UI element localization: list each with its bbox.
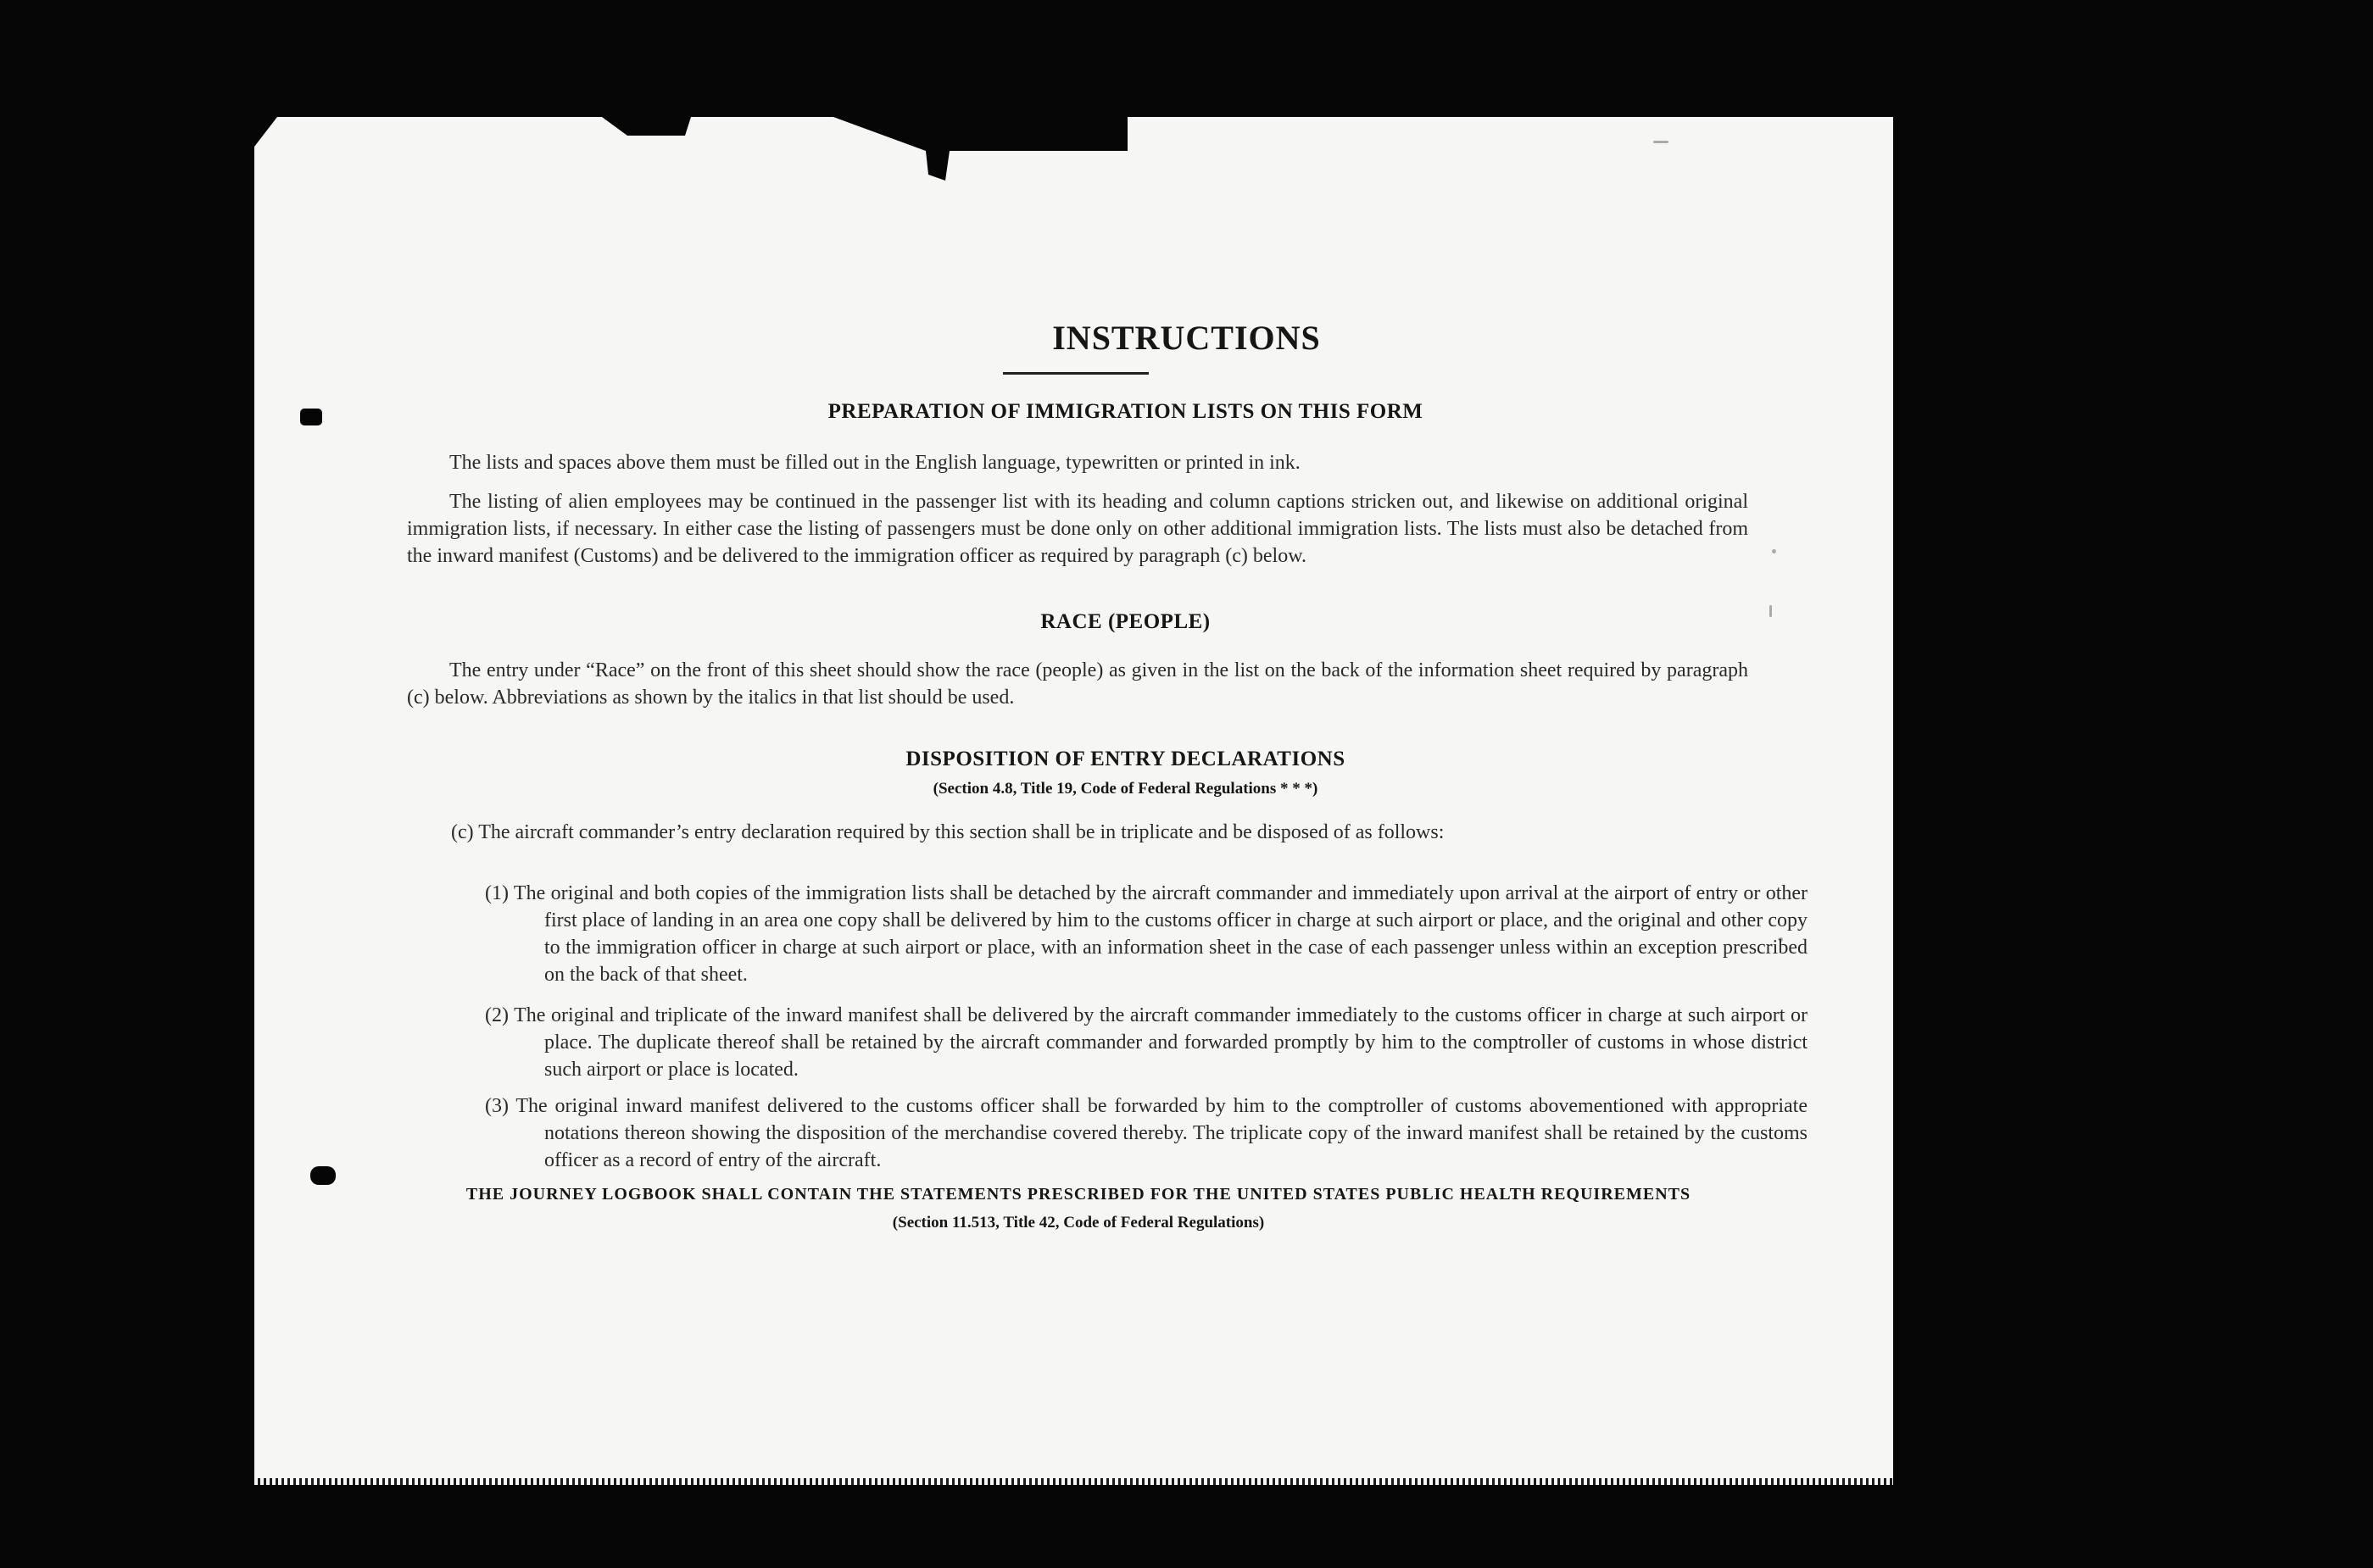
section-heading-race: RACE (PEOPLE) [1040,610,1211,633]
dust-speck [1769,605,1772,617]
paragraph-prep-1: The lists and spaces above them must be filled out in the English language, typewritten or printed in ink. [449,452,1301,474]
dust-speck [1653,141,1668,143]
paragraph-prep-2: The listing of alien employees may be continued in the passenger list with its heading and column captions stricken out, and likewise on additional original immigration lists, if necessary. In either case the listing of passengers must be done only on other additional immigration lists. The lists must also be detached from the inward manifest (Customs) and be delivered to the immigration officer as required by paragraph (c) below. [407,491,1748,567]
punch-hole-bottom [310,1166,336,1185]
punch-hole-top [300,409,322,425]
dust-speck [1772,549,1776,553]
paragraph-disposition-intro: (c) The aircraft commander’s entry declaration required by this section shall be in triplicate and be disposed of as follows: [451,821,1445,843]
section-heading-disposition: DISPOSITION OF ENTRY DECLARATIONS [905,748,1345,770]
footer-citation: (Section 11.513, Title 42, Code of Federal Regulations) [892,1214,1265,1232]
paragraph-race: The entry under “Race” on the front of this sheet should show the race (people) as given in the list on the back of the information sheet required by paragraph (c) below. Abbreviations as shown by the italics in that list should be used. [407,659,1748,709]
list-item: (2) The original and triplicate of the inward manifest shall be delivered by the aircraft commander immediately to the customs officer in charge at such airport or place. The duplicate thereof shall be retained by the aircraft commander and forwarded promptly by him to the comptroller of customs in whose district such airport or place is located. [485,1004,1808,1081]
disposition-citation: (Section 4.8, Title 19, Code of Federal Regulations * * *) [933,780,1318,798]
page-title: INSTRUCTIONS [1052,319,1321,357]
perforated-edge [254,1478,1893,1485]
list-item: (3) The original inward manifest delivered to the customs officer shall be forwarded by him to the comptroller of customs abovementioned with appropriate notations thereon showing the disposition of the merchandise covered thereby. The triplicate copy of the inward manifest shall be retained by the customs officer as a record of entry of the aircraft. [485,1095,1808,1171]
list-item: (1) The original and both copies of the immigration lists shall be detached by the aircraft commander and immediately upon arrival at the airport of entry or other first place of landing in an area one copy shall be delivered by him to the customs officer in charge at such airport or place, and the original and other copy to the immigration officer in charge at such airport or place, with an information sheet in the case of each passenger unless within an exception prescribed on the back of that sheet. [485,882,1808,986]
section-heading-preparation: PREPARATION OF IMMIGRATION LISTS ON THIS FORM [827,400,1423,423]
title-divider [1003,372,1149,375]
footer-statement: THE JOURNEY LOGBOOK SHALL CONTAIN THE STATEMENTS PRESCRIBED FOR THE UNITED STATES PUBLIC HEALTH REQUIREMENTS [465,1185,1691,1204]
